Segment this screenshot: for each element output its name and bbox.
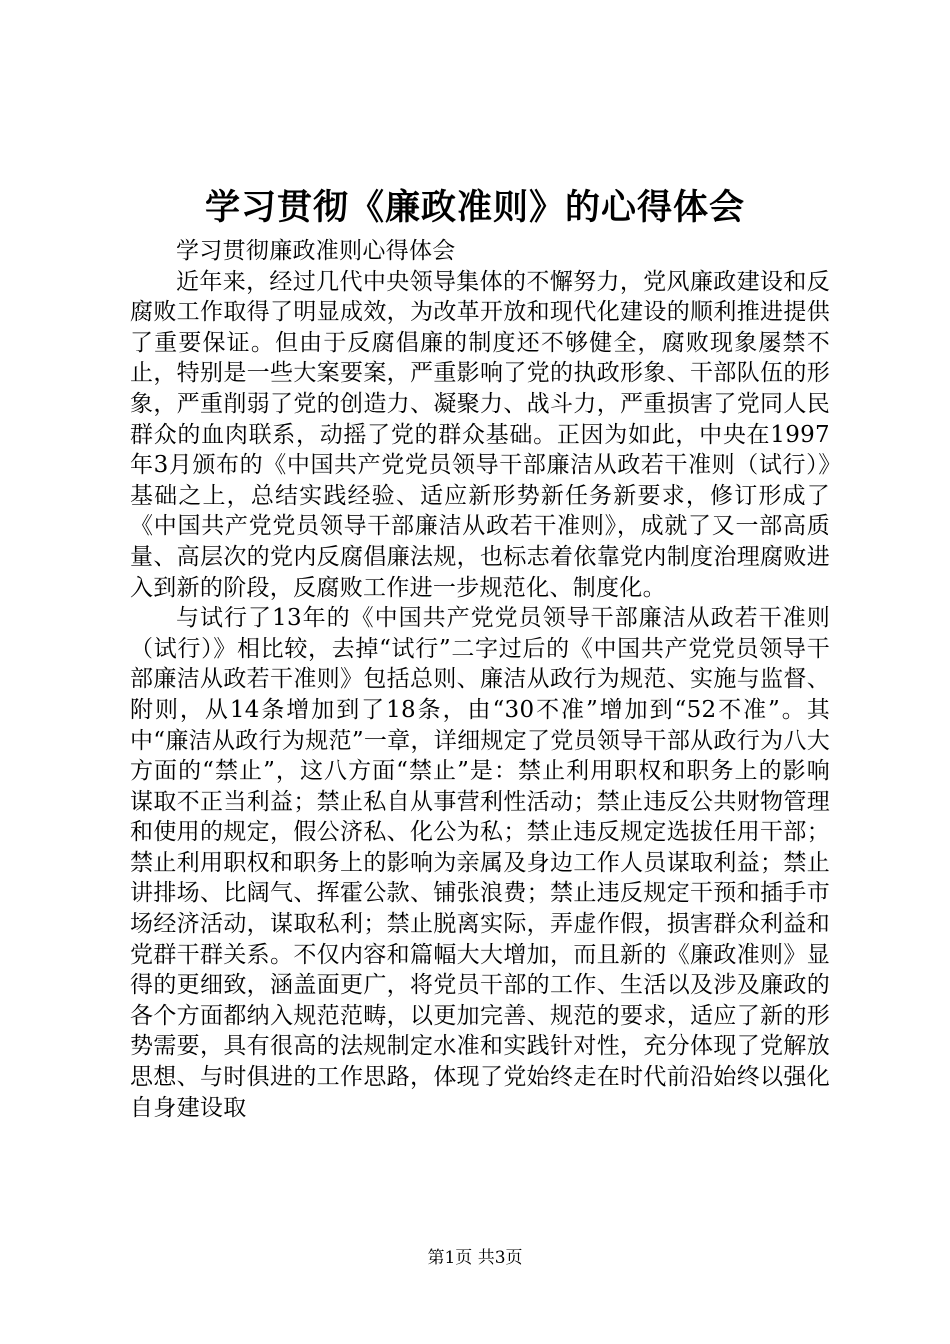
body-paragraph-2: 与试行了13年的《中国共产党党员领导干部廉洁从政若干准则（试行）》相比较，去掉“试行”二字过后的《中国共产党党员领导干部廉洁从政若干准则》包括总则、廉洁从政行为规范、实施与监督、附则，从14条增加到了18条，由“30不准”增加到“52不准”。其中“廉洁从政行为规范”一章，详细规定了党员领导干部从政行为八大方面的“禁止”，这八方面“禁止”是：禁止利用职权和职务上的影响谋取不正当利益；禁止私自从事营利性活动；禁止违反公共财物管理和使用的规定，假公济私、化公为私；禁止违反规定选拔任用干部；禁止利用职权和职务上的影响为亲属及身边工作人员谋取利益；禁止讲排场、比阔气、挥霍公款、铺张浪费；禁止违反规定干预和插手市场经济活动，谋取私利；禁止脱离实际，弄虚作假，损害群众利益和党群干群关系。不仅内容和篇幅大大增加，而且新的《廉政准则》显得的更细致，涵盖面更广，将党员干部的工作、生活以及涉及廉政的各个方面都纳入规范范畴，以更加完善、规范的要求，适应了新的形势需要，具有很高的法规制定水准和实践针对性，充分体现了党解放思想、与时俱进的工作思路，体现了党始终走在时代前沿始终以强化自身建设取 bbox=[130, 605, 830, 1121]
document-body bbox=[130, 236, 830, 1123]
page-footer: 第1页 共3页 bbox=[427, 1248, 523, 1268]
subtitle-paragraph: 学习贯彻廉政准则心得体会 bbox=[176, 238, 456, 264]
document-title: 学习贯彻《廉政准则》的心得体会 bbox=[204, 187, 745, 228]
body-paragraph-1: 近年来，经过几代中央领导集体的不懈努力，党风廉政建设和反腐败工作取得了明显成效，为改革开放和现代化建设的顺利推进提供了重要保证。但由于反腐倡廉的制度还不够健全，腐败现象屡禁不止，特别是一些大案要案，严重影响了党的执政形象、干部队伍的形象，严重削弱了党的创造力、凝聚力、战斗力，严重损害了党同人民群众的血肉联系，动摇了党的群众基础。正因为如此，中央在1997年3月颁布的《中国共产党党员领导干部廉洁从政若干准则（试行）》基础之上，总结实践经验、适应新形势新任务新要求，修订形成了《中国共产党党员领导干部廉洁从政若干准则》，成就了又一部高质量、高层次的党内反腐倡廉法规，也标志着依靠党内制度治理腐败进入到新的阶段，反腐败工作进一步规范化、制度化。 bbox=[130, 268, 830, 601]
